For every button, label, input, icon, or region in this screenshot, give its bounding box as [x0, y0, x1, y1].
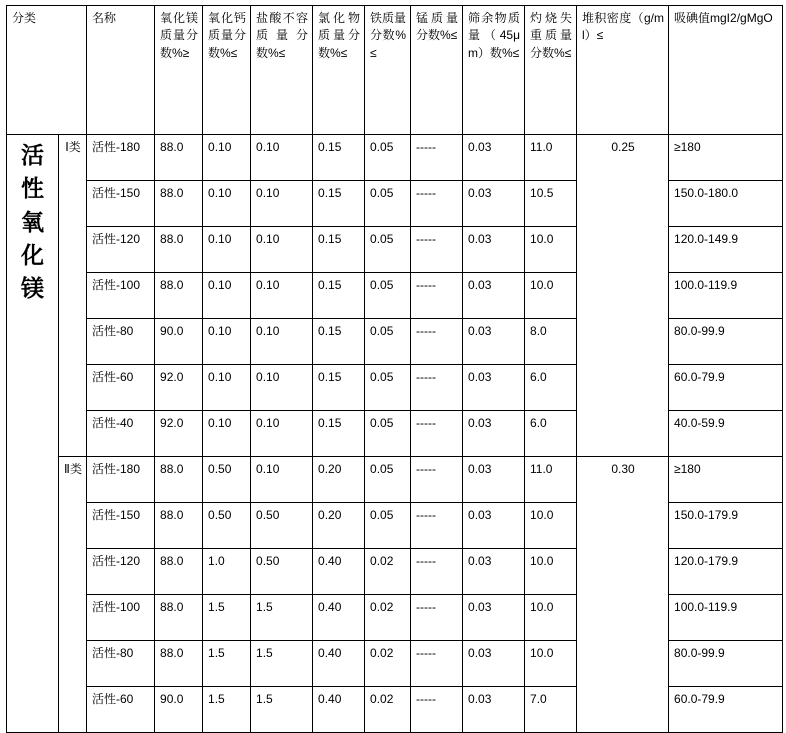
- class-label: Ⅰ类: [65, 140, 81, 154]
- cell-manganese: -----: [411, 319, 463, 365]
- cell-iron: 0.05: [365, 273, 411, 319]
- cell-hcl: 0.50: [251, 549, 313, 595]
- cell-iron: 0.02: [365, 641, 411, 687]
- cell-mgo: 92.0: [155, 365, 203, 411]
- cell-name: 活性-180: [87, 135, 155, 181]
- cell-iodine: 60.0-79.9: [669, 687, 783, 733]
- cell-iron: 0.02: [365, 549, 411, 595]
- cell-manganese: -----: [411, 273, 463, 319]
- cell-iron: 0.05: [365, 365, 411, 411]
- cell-iron: 0.05: [365, 457, 411, 503]
- header-name: 名称: [87, 6, 155, 135]
- cell-name: 活性-150: [87, 181, 155, 227]
- cell-name: 活性-150: [87, 503, 155, 549]
- cell-iron: 0.05: [365, 181, 411, 227]
- cell-name: 活性-100: [87, 595, 155, 641]
- table-header-row: [7, 6, 783, 135]
- cell-mgo: 88.0: [155, 135, 203, 181]
- cell-name: 活性-80: [87, 641, 155, 687]
- cell-chloride: 0.15: [313, 411, 365, 457]
- class-cell-1: [59, 135, 87, 457]
- cell-name: 活性-40: [87, 411, 155, 457]
- cell-bulk-density-1: 0.25: [577, 135, 669, 457]
- cell-cao: 0.10: [203, 365, 251, 411]
- cell-sieve: 0.03: [463, 549, 525, 595]
- cell-loi: 8.0: [525, 319, 577, 365]
- cell-loi: 10.0: [525, 641, 577, 687]
- cell-hcl: 0.10: [251, 365, 313, 411]
- cell-iodine: 40.0-59.9: [669, 411, 783, 457]
- cell-sieve: 0.03: [463, 457, 525, 503]
- cell-manganese: -----: [411, 549, 463, 595]
- header-bulk-density: 堆积密度（g/ml）≤: [577, 6, 669, 135]
- cell-chloride: 0.15: [313, 135, 365, 181]
- cell-name: 活性-180: [87, 457, 155, 503]
- cell-loi: 7.0: [525, 687, 577, 733]
- cell-mgo: 88.0: [155, 549, 203, 595]
- cell-chloride: 0.15: [313, 227, 365, 273]
- cell-chloride: 0.15: [313, 181, 365, 227]
- table-row: [7, 135, 783, 181]
- cell-manganese: -----: [411, 411, 463, 457]
- cell-chloride: 0.40: [313, 641, 365, 687]
- header-iron: 铁质量分数%≤: [365, 6, 411, 135]
- cell-manganese: -----: [411, 687, 463, 733]
- header-classification: 分类: [7, 6, 87, 135]
- cell-sieve: 0.03: [463, 227, 525, 273]
- cell-mgo: 88.0: [155, 181, 203, 227]
- cell-cao: 0.10: [203, 135, 251, 181]
- cell-cao: 0.10: [203, 319, 251, 365]
- header-manganese: 锰质量分数%≤: [411, 6, 463, 135]
- cell-manganese: -----: [411, 641, 463, 687]
- cell-chloride: 0.20: [313, 457, 365, 503]
- class-label: Ⅱ类: [64, 462, 82, 476]
- cell-hcl: 0.10: [251, 135, 313, 181]
- cell-manganese: -----: [411, 365, 463, 411]
- cell-name: 活性-120: [87, 549, 155, 595]
- cell-manganese: -----: [411, 595, 463, 641]
- cell-loi: 10.0: [525, 503, 577, 549]
- cell-iodine: 120.0-179.9: [669, 549, 783, 595]
- cell-iodine: 80.0-99.9: [669, 319, 783, 365]
- cell-sieve: 0.03: [463, 687, 525, 733]
- cell-iron: 0.05: [365, 227, 411, 273]
- cell-name: 活性-120: [87, 227, 155, 273]
- cell-hcl: 1.5: [251, 687, 313, 733]
- cell-loi: 10.0: [525, 595, 577, 641]
- cell-iodine: 150.0-180.0: [669, 181, 783, 227]
- document-page: [0, 5, 786, 706]
- cell-cao: 0.10: [203, 227, 251, 273]
- cell-hcl: 0.10: [251, 411, 313, 457]
- cell-loi: 10.0: [525, 549, 577, 595]
- cell-iodine: 150.0-179.9: [669, 503, 783, 549]
- cell-cao: 1.5: [203, 687, 251, 733]
- cell-mgo: 88.0: [155, 273, 203, 319]
- cell-loi: 6.0: [525, 411, 577, 457]
- header-iodine-value: 吸碘值mgI2/gMgO: [669, 6, 783, 135]
- cell-mgo: 88.0: [155, 503, 203, 549]
- cell-iron: 0.05: [365, 319, 411, 365]
- cell-sieve: 0.03: [463, 135, 525, 181]
- cell-mgo: 92.0: [155, 411, 203, 457]
- cell-loi: 11.0: [525, 135, 577, 181]
- cell-iodine: ≥180: [669, 135, 783, 181]
- cell-iron: 0.02: [365, 687, 411, 733]
- cell-mgo: 90.0: [155, 687, 203, 733]
- class-cell-2: [59, 457, 87, 733]
- cell-cao: 0.50: [203, 503, 251, 549]
- cell-hcl: 1.5: [251, 595, 313, 641]
- cell-sieve: 0.03: [463, 595, 525, 641]
- cell-name: 活性-60: [87, 365, 155, 411]
- cell-mgo: 88.0: [155, 457, 203, 503]
- cell-name: 活性-60: [87, 687, 155, 733]
- header-hcl-insoluble: 盐酸不容质量分数%≤: [251, 6, 313, 135]
- header-mgo: 氧化镁质量分数%≥: [155, 6, 203, 135]
- cell-sieve: 0.03: [463, 411, 525, 457]
- cell-cao: 0.50: [203, 457, 251, 503]
- cell-loi: 10.0: [525, 273, 577, 319]
- cell-hcl: 0.10: [251, 273, 313, 319]
- cell-sieve: 0.03: [463, 319, 525, 365]
- cell-mgo: 88.0: [155, 595, 203, 641]
- cell-sieve: 0.03: [463, 503, 525, 549]
- cell-hcl: 0.10: [251, 319, 313, 365]
- cell-iodine: 120.0-149.9: [669, 227, 783, 273]
- cell-hcl: 0.50: [251, 503, 313, 549]
- header-sieve-residue: 筛余物质量（45μm）数%≤: [463, 6, 525, 135]
- cell-manganese: -----: [411, 227, 463, 273]
- header-loss-on-ignition: 灼烧失重质量分数%≤: [525, 6, 577, 135]
- cell-cao: 0.10: [203, 181, 251, 227]
- cell-manganese: -----: [411, 503, 463, 549]
- cell-sieve: 0.03: [463, 181, 525, 227]
- header-chloride: 氯化物质量分数%≤: [313, 6, 365, 135]
- cell-mgo: 90.0: [155, 319, 203, 365]
- category-cell: [7, 135, 59, 733]
- cell-manganese: -----: [411, 457, 463, 503]
- cell-sieve: 0.03: [463, 273, 525, 319]
- cell-mgo: 88.0: [155, 641, 203, 687]
- cell-chloride: 0.20: [313, 503, 365, 549]
- cell-sieve: 0.03: [463, 365, 525, 411]
- cell-chloride: 0.15: [313, 273, 365, 319]
- cell-iodine: 80.0-99.9: [669, 641, 783, 687]
- cell-loi: 6.0: [525, 365, 577, 411]
- table-row: [7, 457, 783, 503]
- cell-iron: 0.05: [365, 503, 411, 549]
- cell-cao: 1.5: [203, 641, 251, 687]
- cell-loi: 10.5: [525, 181, 577, 227]
- cell-iodine: 100.0-119.9: [669, 595, 783, 641]
- cell-iodine: 60.0-79.9: [669, 365, 783, 411]
- cell-iron: 0.05: [365, 135, 411, 181]
- specification-table: [6, 5, 783, 733]
- cell-bulk-density-2: 0.30: [577, 457, 669, 733]
- cell-manganese: -----: [411, 181, 463, 227]
- cell-name: 活性-100: [87, 273, 155, 319]
- category-label: 活性氧化镁: [21, 142, 45, 302]
- cell-chloride: 0.40: [313, 549, 365, 595]
- cell-chloride: 0.40: [313, 687, 365, 733]
- header-cao: 氧化钙质量分数%≤: [203, 6, 251, 135]
- cell-name: 活性-80: [87, 319, 155, 365]
- cell-hcl: 0.10: [251, 181, 313, 227]
- cell-cao: 0.10: [203, 273, 251, 319]
- cell-chloride: 0.15: [313, 319, 365, 365]
- cell-cao: 0.10: [203, 411, 251, 457]
- cell-iron: 0.05: [365, 411, 411, 457]
- cell-loi: 10.0: [525, 227, 577, 273]
- cell-sieve: 0.03: [463, 641, 525, 687]
- cell-iodine: 100.0-119.9: [669, 273, 783, 319]
- cell-hcl: 0.10: [251, 457, 313, 503]
- cell-mgo: 88.0: [155, 227, 203, 273]
- cell-chloride: 0.15: [313, 365, 365, 411]
- cell-iodine: ≥180: [669, 457, 783, 503]
- cell-chloride: 0.40: [313, 595, 365, 641]
- cell-cao: 1.0: [203, 549, 251, 595]
- cell-loi: 11.0: [525, 457, 577, 503]
- cell-hcl: 0.10: [251, 227, 313, 273]
- cell-manganese: -----: [411, 135, 463, 181]
- cell-cao: 1.5: [203, 595, 251, 641]
- cell-iron: 0.02: [365, 595, 411, 641]
- cell-hcl: 1.5: [251, 641, 313, 687]
